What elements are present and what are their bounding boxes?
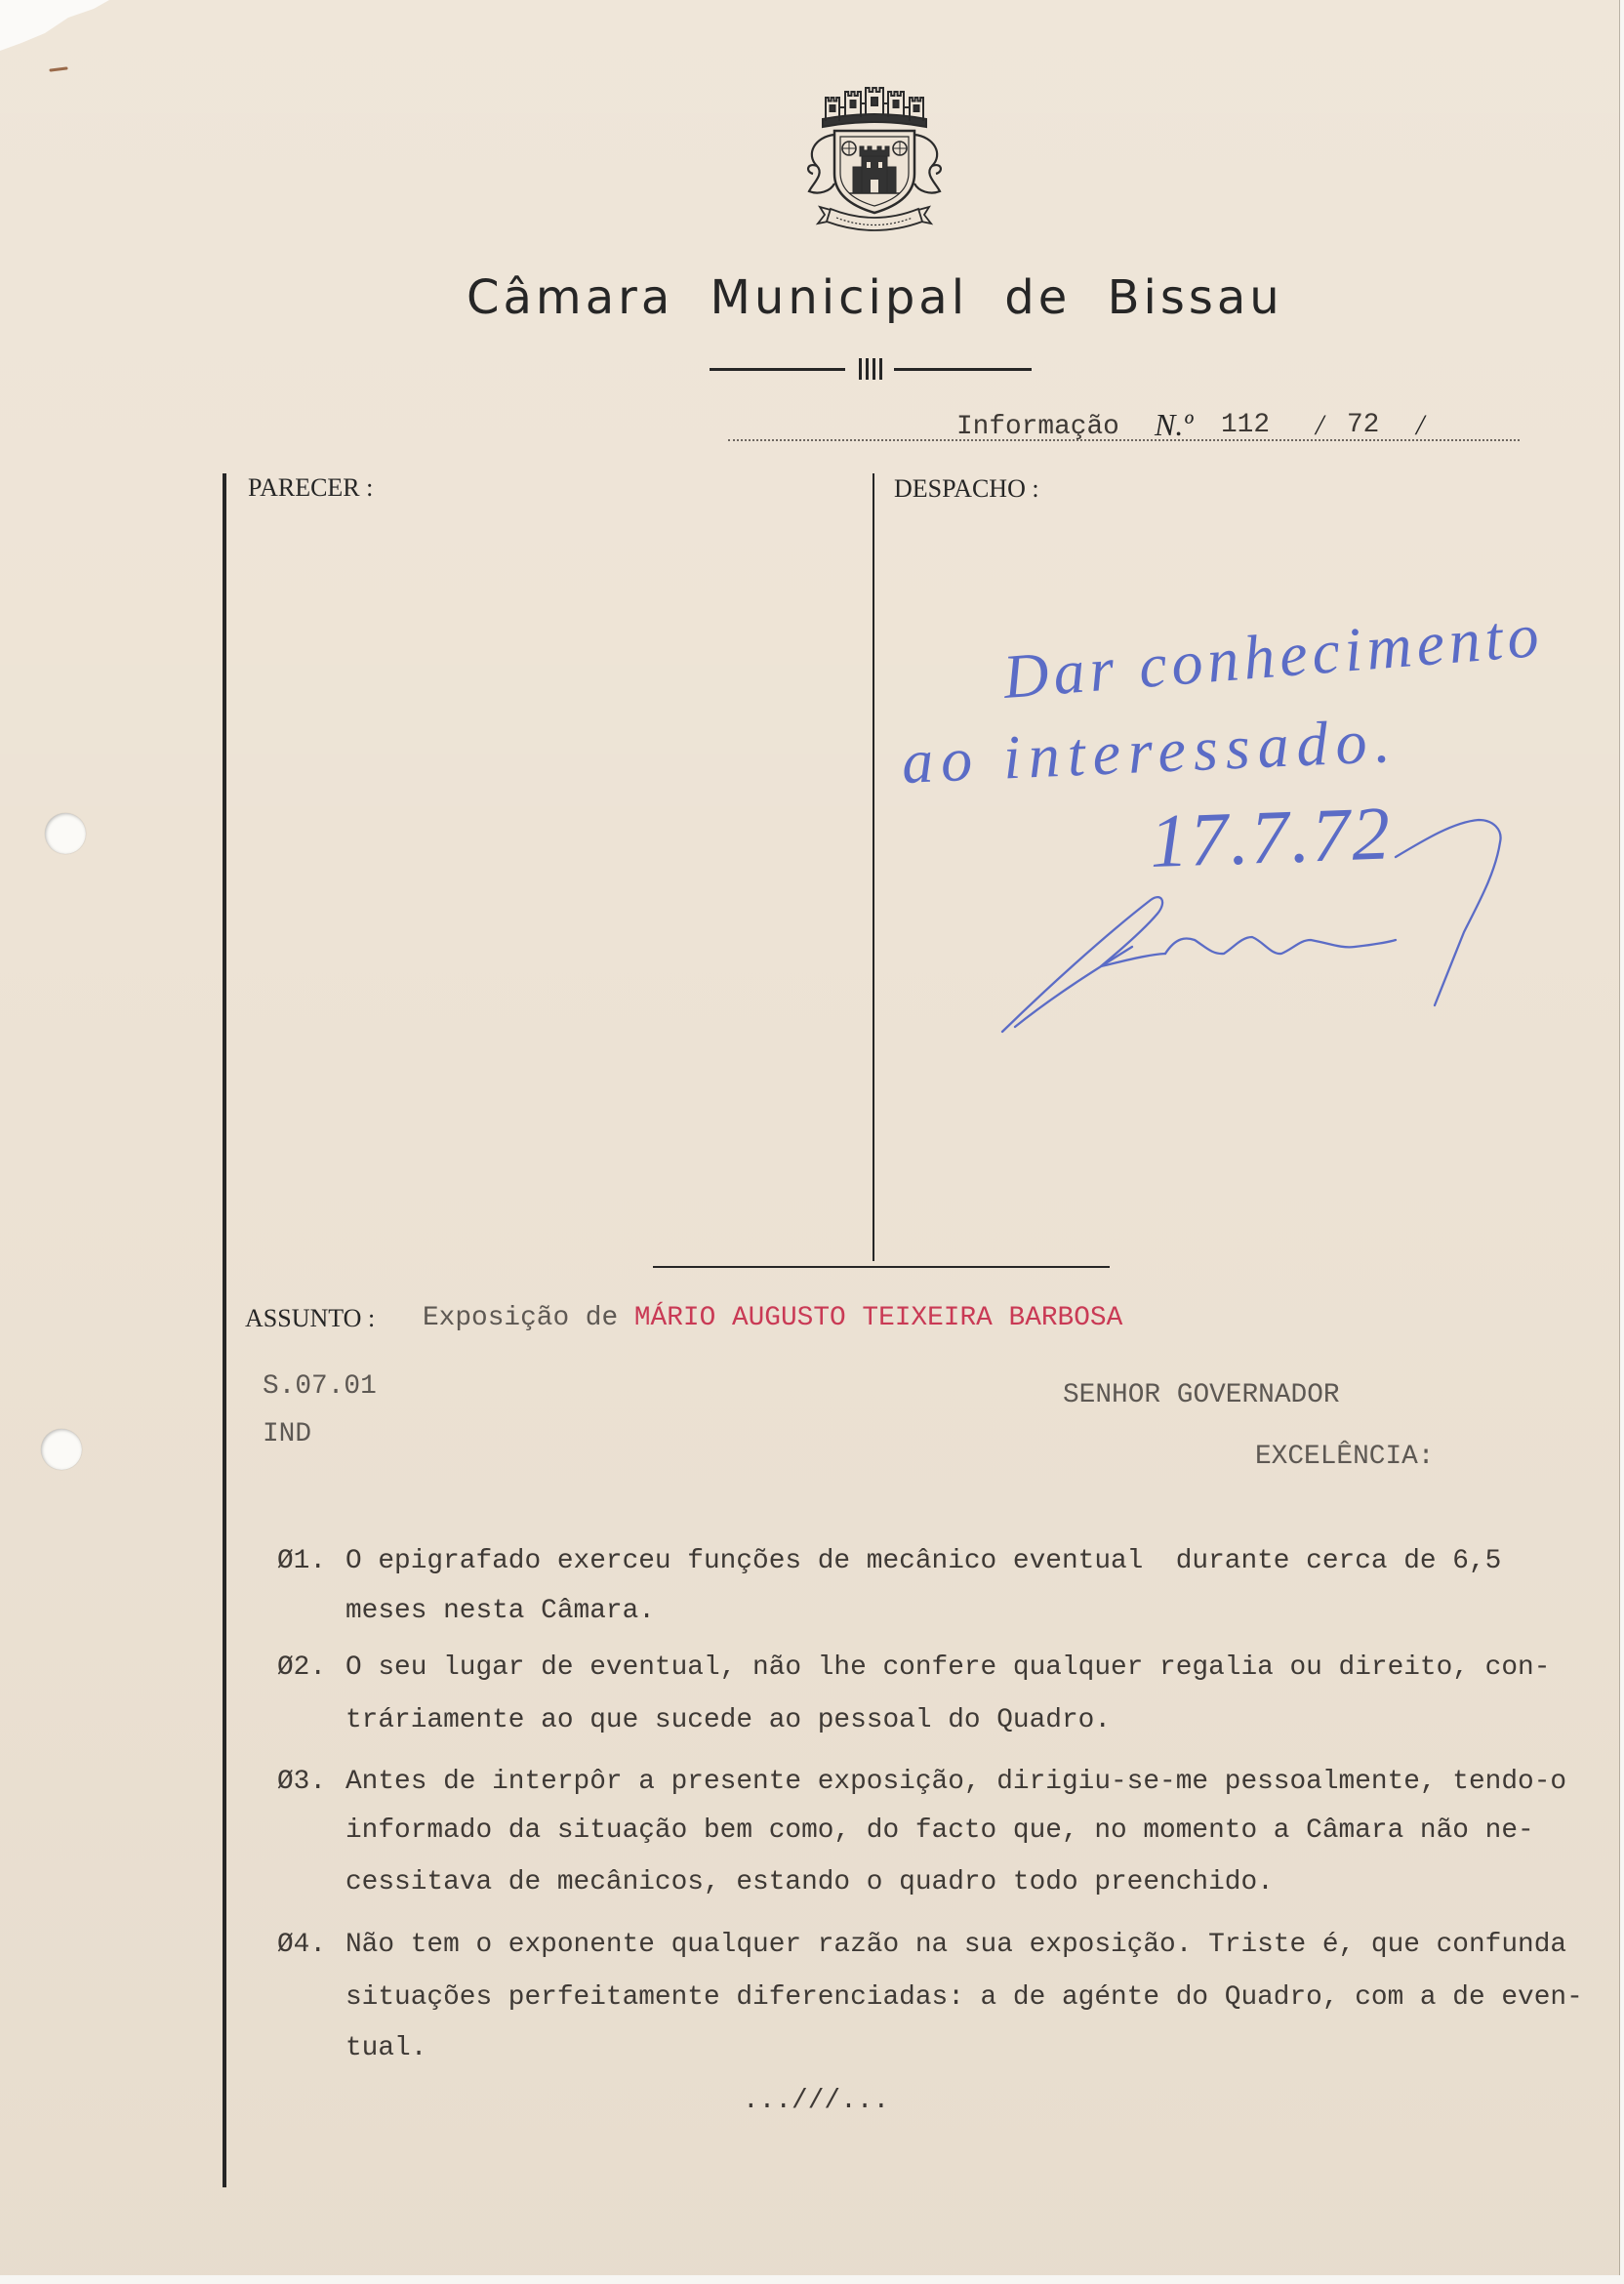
information-dotted-line	[728, 439, 1520, 441]
shield	[834, 131, 914, 213]
number-separator-1: /	[1316, 409, 1324, 441]
torn-corner	[0, 0, 127, 88]
reference-type: IND	[263, 1419, 312, 1449]
reference-code: S.07.01	[263, 1371, 377, 1402]
paragraph-number: Ø2.	[277, 1652, 327, 1683]
title-divider-left	[710, 368, 845, 371]
scan-margin-right	[1620, 0, 1624, 2284]
number-separator-2: /	[1416, 409, 1425, 441]
mural-crown	[823, 88, 926, 127]
continuation-mark: ...///...	[743, 2086, 890, 2116]
paragraph-line: Antes de interpôr a presente exposição, dirigiu-se-me pessoalmente, tendo-o	[345, 1767, 1567, 1797]
punch-hole-upper	[45, 813, 86, 854]
number-label: N.º	[1155, 407, 1194, 442]
subject-name: MÁRIO AUGUSTO TEIXEIRA BARBOSA	[633, 1303, 1123, 1333]
paragraph-line: O seu lugar de eventual, não lhe confere qualquer regalia ou direito, con-	[345, 1652, 1551, 1683]
handwritten-date: 17.7.72	[1148, 790, 1394, 883]
paragraph-line: informado da situação bem como, do facto que, no momento a Câmara não ne-	[345, 1815, 1534, 1846]
salutation-title: EXCELÊNCIA:	[1255, 1442, 1435, 1472]
parecer-label: PARECER :	[248, 473, 374, 502]
paragraph-line: O epigrafado exerceu funções de mecânico eventual durante cerca de 6,5	[345, 1546, 1502, 1576]
paragraph-line: tual.	[345, 2033, 427, 2063]
despacho-label: DESPACHO :	[894, 474, 1039, 503]
paragraph-number: Ø4.	[277, 1930, 327, 1960]
subject-prefix: Exposição de	[423, 1303, 619, 1333]
column-divider	[873, 473, 874, 1261]
handwritten-despacho-line-1: Dar conhecimento	[1000, 599, 1546, 712]
despacho-underline	[653, 1266, 1110, 1268]
assunto-label: ASSUNTO :	[245, 1304, 376, 1332]
paragraph-number: Ø1.	[277, 1546, 327, 1576]
salutation-addressee: SENHOR GOVERNADOR	[1063, 1380, 1340, 1410]
divider-ornament	[859, 358, 882, 380]
margin-rule	[223, 473, 226, 2187]
punch-hole-lower	[41, 1429, 82, 1470]
paragraph-number: Ø3.	[277, 1767, 327, 1797]
handwritten-despacho-line-2: ao interessado.	[900, 705, 1400, 796]
institution-title: Câmara Municipal de Bissau	[467, 270, 1283, 325]
title-divider-right	[894, 368, 1032, 371]
paragraph-line: cessitava de mecânicos, estando o quadro todo preenchido.	[345, 1867, 1274, 1897]
paragraph-line: tráriamente ao que sucede ao pessoal do Quadro.	[345, 1705, 1111, 1735]
scan-margin-bottom	[0, 2275, 1624, 2284]
information-year: 72	[1347, 410, 1380, 440]
paragraph-line: Não tem o exponente qualquer razão na sua exposição. Triste é, que confunda	[345, 1930, 1567, 1960]
paragraph-line: situações perfeitamente diferenciadas: a de agénte do Quadro, com a de even-	[345, 1982, 1583, 2013]
signature	[986, 800, 1513, 1044]
subject-line	[423, 1303, 1122, 1334]
information-label: Informação	[956, 412, 1119, 442]
information-number: 112	[1221, 410, 1271, 440]
coat-of-arms	[795, 76, 954, 237]
paragraph-line: meses nesta Câmara.	[345, 1596, 655, 1626]
